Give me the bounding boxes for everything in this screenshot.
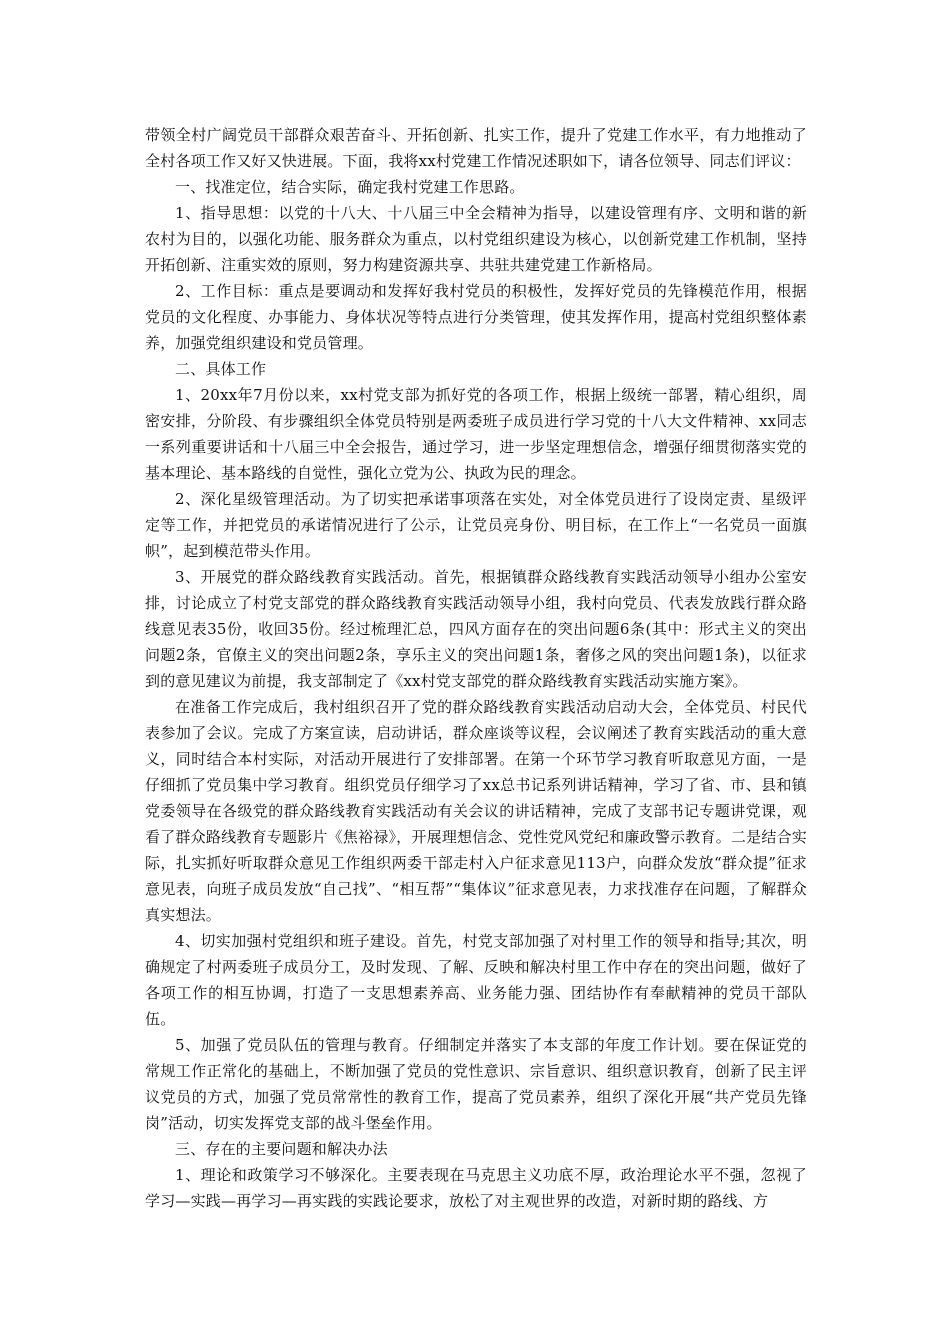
section-heading-2: 二、具体工作 (175, 360, 267, 378)
paragraph-work-item-1: 1、20xx年7月份以来，xx村党支部为抓好党的各项工作，根据上级统一部署，精心组织，周密安排，分阶段、有步骤组织全体党员特别是两委班子成员进行学习党的十八大文件精神、xx同志一系列重要讲话和十八届三中全会报告，通过学习，进一步坚定理想信念，增强仔细贯彻落实党的基本理论、基本路线的自觉性，强化立党为公、执政为民的理念。 (145, 386, 807, 482)
paragraph-problem-1: 1、理论和政策学习不够深化。主要表现在马克思主义功底不厚，政治理论水平不强，忽视了学习—实践—再学习—再实践的实践论要求，放松了对主观世界的改造，对新时期的路线、方 (145, 1166, 807, 1210)
paragraph-guiding-ideology: 1、指导思想：以党的十八大、十八届三中全会精神为指导，以建设管理有序、文明和谐的新农村为目的，以强化功能、服务群众为重点，以村党组织建设为核心，以创新党建工作机制，坚持开拓创新、注重实效的原则，努力构建资源共享、共驻共建党建工作新格局。 (145, 204, 807, 274)
paragraph-work-item-4: 4、切实加强村党组织和班子建设。首先，村党支部加强了对村里工作的领导和指导;其次，明确规定了村两委班子成员分工，及时发现、了解、反映和解决村里工作中存在的突出问题，做好了各项工作的相互协调，打造了一支思想素养高、业务能力强、团结协作有奉献精神的党员干部队伍。 (145, 932, 807, 1028)
paragraph-intro-continuation: 带领全村广阔党员干部群众艰苦奋斗、开拓创新、扎实工作，提升了党建工作水平，有力地推动了全村各项工作又好又快进展。下面，我将xx村党建工作情况述职如下，请各位领导、同志们评议： (145, 126, 807, 170)
paragraph-preparation: 在准备工作完成后，我村组织召开了党的群众路线教育实践活动启动大会，全体党员、村民代表参加了会议。完成了方案宣读，启动讲话，群众座谈等议程，会议阐述了教育实践活动的重大意义，同时结合本村实际，对活动开展进行了安排部署。在第一个环节学习教育听取意见方面，一是仔细抓了党员集中学习教育。组织党员仔细学习了xx总书记系列讲话精神，学习了省、市、县和镇党委领导在各级党的群众路线教育实践活动有关会议的讲话精神，完成了支部书记专题讲党课，观看了群众路线教育专题影片《焦裕禄》，开展理想信念、党性党风党纪和廉政警示教育。二是结合实际，扎实抓好听取群众意见工作组织两委干部走村入户征求意见113户，向群众发放“群众提”征求意见表，向班子成员发放“自己找”、“相互帮”“集体议”征求意见表，力求找准存在问题，了解群众真实想法。 (145, 698, 807, 924)
paragraph-work-goals: 2、工作目标：重点是要调动和发挥好我村党员的积极性，发挥好党员的先锋模范作用，根据党员的文化程度、办事能力、身体状况等特点进行分类管理，使其发挥作用，提高村党组织整体素养，加强党组织建设和党员管理。 (145, 282, 807, 352)
paragraph-work-item-3: 3、开展党的群众路线教育实践活动。首先，根据镇群众路线教育实践活动领导小组办公室安排，讨论成立了村党支部党的群众路线教育实践活动领导小组，我村向党员、代表发放践行群众路线意见表35份，收回35份。经过梳理汇总，四风方面存在的突出问题6条(其中：形式主义的突出问题2条，官僚主义的突出问题2条，享乐主义的突出问题1条，奢侈之风的突出问题1条)，以征求到的意见建议为前提，我支部制定了《xx村党支部党的群众路线教育实践活动实施方案》。 (145, 568, 807, 690)
section-heading-1: 一、找准定位，结合实际，确定我村党建工作思路。 (175, 178, 525, 196)
paragraph-work-item-5: 5、加强了党员队伍的管理与教育。仔细制定并落实了本支部的年度工作计划。要在保证党的常规工作正常化的基础上，不断加强了党员的党性意识、宗旨意识、组织意识教育，创新了民主评议党员的方式，加强了党员常常性的教育工作，提高了党员素养，组织了深化开展“共产党员先锋岗”活动，切实发挥党支部的战斗堡垒作用。 (145, 1036, 807, 1132)
section-heading-3: 三、存在的主要问题和解决办法 (175, 1140, 388, 1158)
paragraph-work-item-2: 2、深化星级管理活动。为了切实把承诺事项落在实处，对全体党员进行了设岗定责、星级评定等工作，并把党员的承诺情况进行了公示，让党员亮身份、明目标，在工作上“一名党员一面旗帜”，起到模范带头作用。 (145, 490, 807, 560)
document-body (145, 122, 807, 1214)
